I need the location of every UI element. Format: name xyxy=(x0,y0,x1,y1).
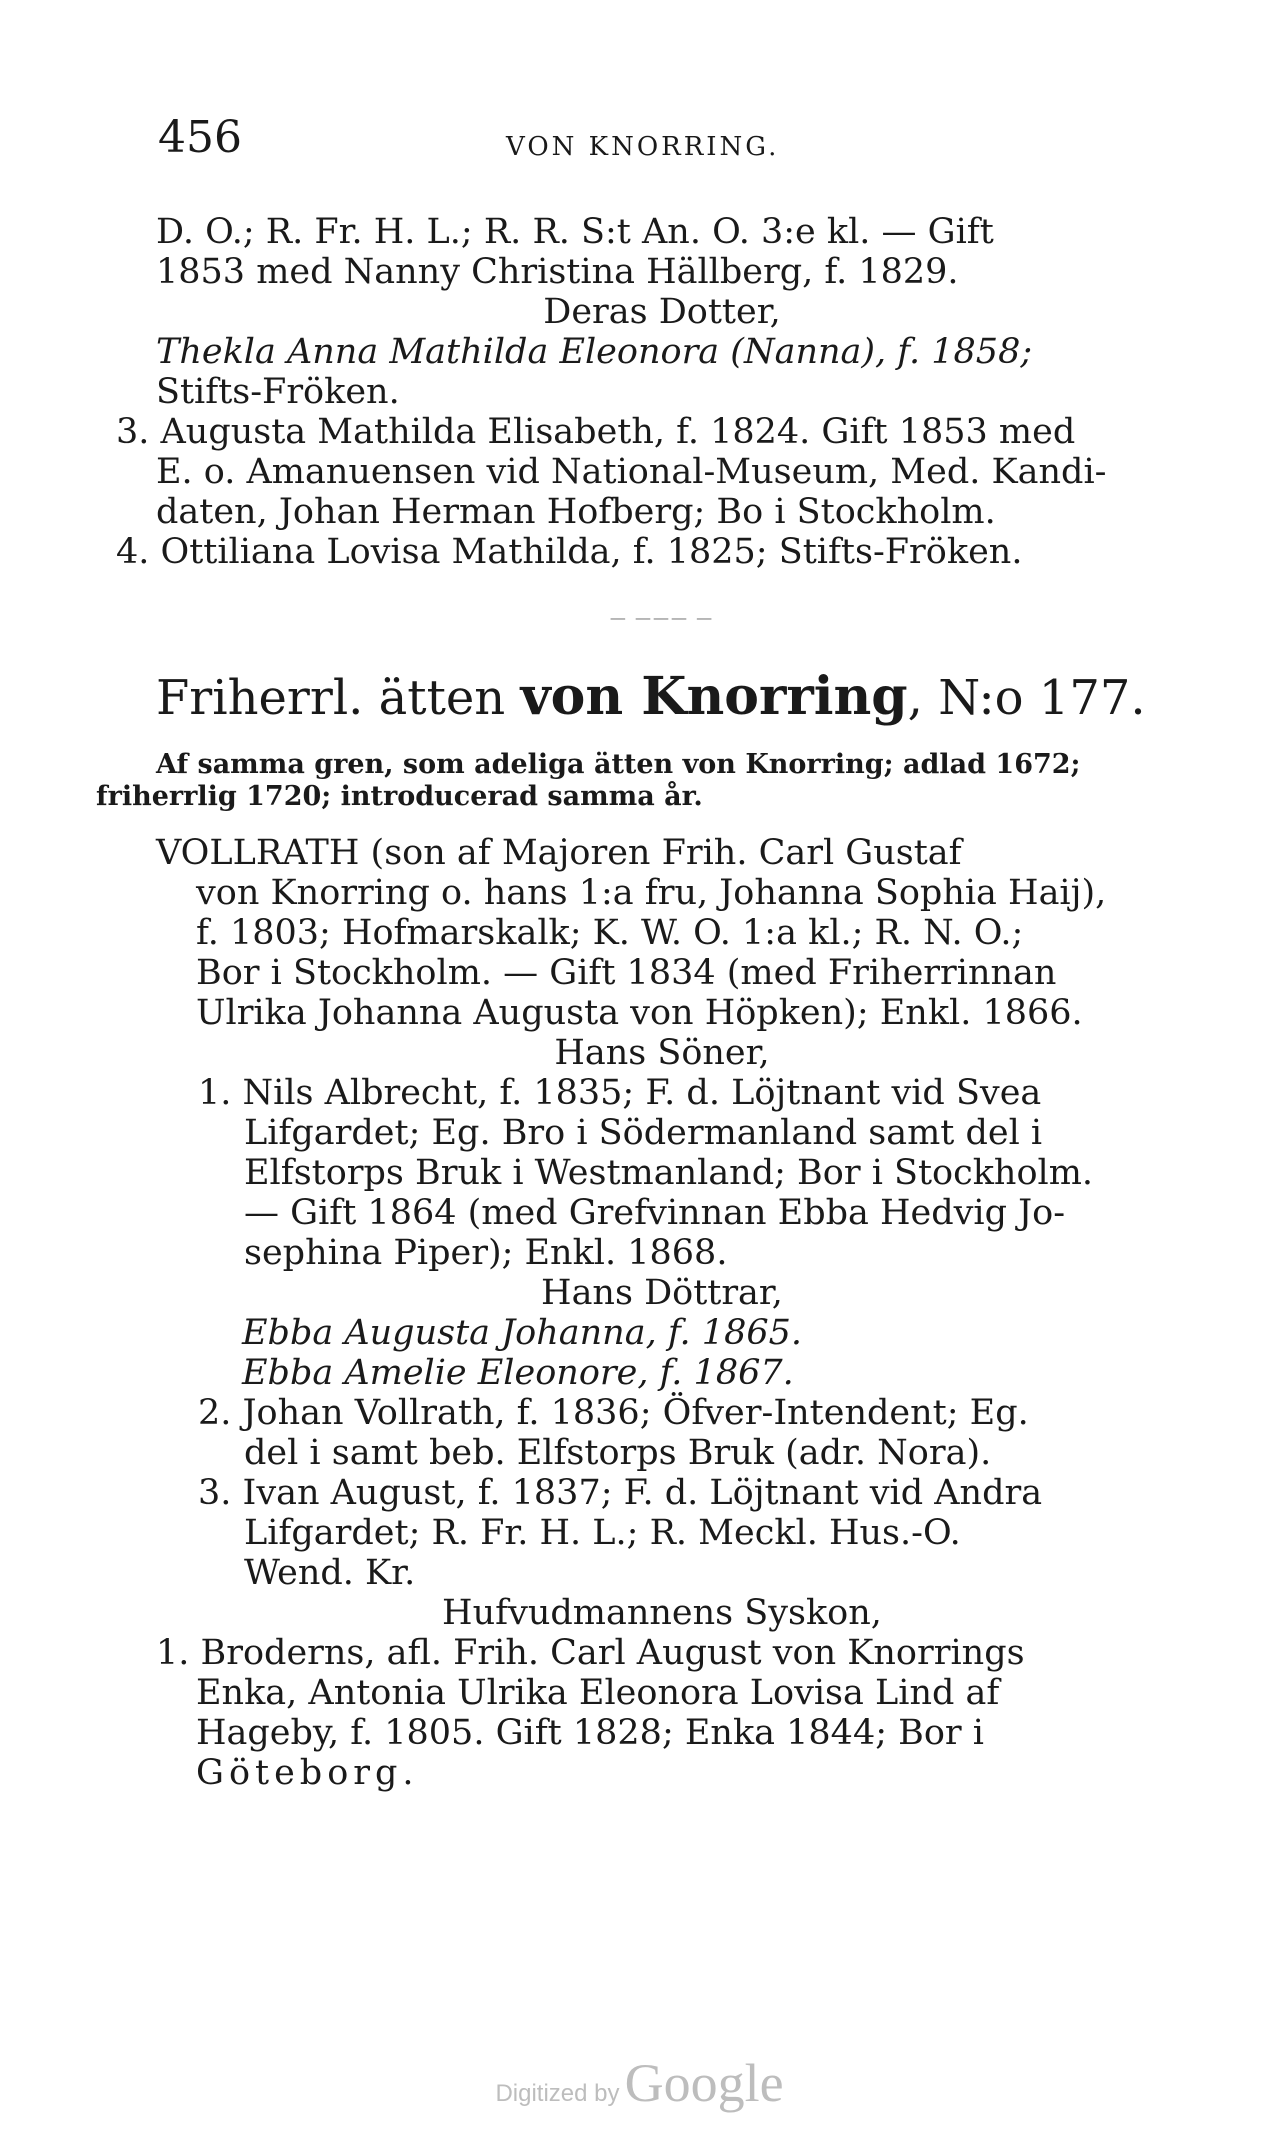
note-line: Af samma gren, som adeliga ätten von Knorring; adlad 1672; xyxy=(156,749,1081,780)
text-line: Lifgardet; R. Fr. H. L.; R. Meckl. Hus.-O. xyxy=(244,1513,961,1553)
text-line: D. O.; R. Fr. H. L.; R. R. S:t An. O. 3:e kl. — Gift xyxy=(156,212,994,252)
text-line: Göteborg. xyxy=(196,1753,419,1793)
page-header xyxy=(158,112,1158,172)
text-line: E. o. Amanuensen vid National-Museum, Med. Kandi- xyxy=(156,452,1107,492)
text-line: Hageby, f. 1805. Gift 1828; Enka 1844; Bor i xyxy=(196,1713,984,1753)
text-line: 3. Ivan August, f. 1837; F. d. Löjtnant vid Andra xyxy=(198,1473,1043,1513)
text-line: Wend. Kr. xyxy=(244,1553,416,1593)
section-title-suffix: , N:o 177. xyxy=(907,670,1146,726)
section-title-name: von Knorring xyxy=(520,666,908,727)
text-line: — Gift 1864 (med Grefvinnan Ebba Hedvig Jo- xyxy=(244,1193,1066,1233)
section-title xyxy=(156,668,1168,727)
list-item: 3. Augusta Mathilda Elisabeth, f. 1824. Gift 1853 med xyxy=(116,412,1076,452)
watermark-google-logo: Google xyxy=(624,2053,784,2113)
text-line: Thekla Anna Mathilda Eleonora (Nanna), f. 1858; xyxy=(156,332,1033,372)
text-line: 1. Broderns, afl. Frih. Carl August von Knorrings xyxy=(156,1633,1025,1673)
text-line: VOLLRATH (son af Majoren Frih. Carl Gustaf xyxy=(156,833,962,873)
son-entry-2 xyxy=(156,1393,1168,1473)
text-line: 1. Nils Albrecht, f. 1835; F. d. Löjtnant vid Svea xyxy=(198,1073,1042,1113)
text-line: Bor i Stockholm. — Gift 1834 (med Friherrinnan xyxy=(196,953,1057,993)
list-item: 4. Ottiliana Lovisa Mathilda, f. 1825; Stifts-Fröken. xyxy=(116,532,1023,572)
sibling-entry-1 xyxy=(156,1633,1168,1793)
son-entry-1 xyxy=(156,1073,1168,1273)
text-line: Stifts-Fröken. xyxy=(156,372,400,412)
subheading-deras-dotter: Deras Dotter, xyxy=(543,292,781,332)
note-line: friherrlig 1720; introducerad samma år. xyxy=(96,781,703,812)
main-entry-vollrath xyxy=(156,833,1168,1033)
running-head: VON KNORRING. xyxy=(506,132,780,162)
text-line: Elfstorps Bruk i Westmanland; Bor i Stockholm. xyxy=(244,1153,1094,1193)
digitized-watermark xyxy=(0,2052,1279,2114)
section-title-prefix: Friherrl. ätten xyxy=(156,670,521,726)
text-line: daten, Johan Herman Hofberg; Bo i Stockholm. xyxy=(156,492,996,532)
text-line: del i samt beb. Elfstorps Bruk (adr. Nora). xyxy=(244,1433,992,1473)
son-entry-3 xyxy=(156,1473,1168,1593)
text-line: 1853 med Nanny Christina Hällberg, f. 1829. xyxy=(156,252,959,292)
daughter-entry: Ebba Amelie Eleonore, f. 1867. xyxy=(242,1353,794,1393)
subheading-hans-dottrar: Hans Döttrar, xyxy=(541,1273,783,1313)
subheading-hans-soner: Hans Söner, xyxy=(554,1033,770,1073)
section-note xyxy=(96,749,1168,813)
text-line: Enka, Antonia Ulrika Eleonora Lovisa Lind af xyxy=(196,1673,1000,1713)
watermark-digitized-text: Digitized by xyxy=(495,2080,620,2107)
text-line: Ulrika Johanna Augusta von Höpken); Enkl. 1866. xyxy=(196,993,1083,1033)
section-divider: — ——— — xyxy=(609,608,715,627)
text-line: von Knorring o. hans 1:a fru, Johanna Sophia Haij), xyxy=(196,873,1107,913)
text-line: 2. Johan Vollrath, f. 1836; Öfver-Intendent; Eg. xyxy=(198,1393,1029,1433)
page-body xyxy=(96,212,1168,1793)
subheading-syskon: Hufvudmannens Syskon, xyxy=(442,1593,882,1633)
page-number: 456 xyxy=(158,112,242,163)
text-line: f. 1803; Hofmarskalk; K. W. O. 1:a kl.; R. N. O.; xyxy=(196,913,1024,953)
daughter-entry: Ebba Augusta Johanna, f. 1865. xyxy=(242,1313,802,1353)
text-line: Lifgardet; Eg. Bro i Södermanland samt del i xyxy=(244,1113,1043,1153)
text-line: sephina Piper); Enkl. 1868. xyxy=(244,1233,728,1273)
